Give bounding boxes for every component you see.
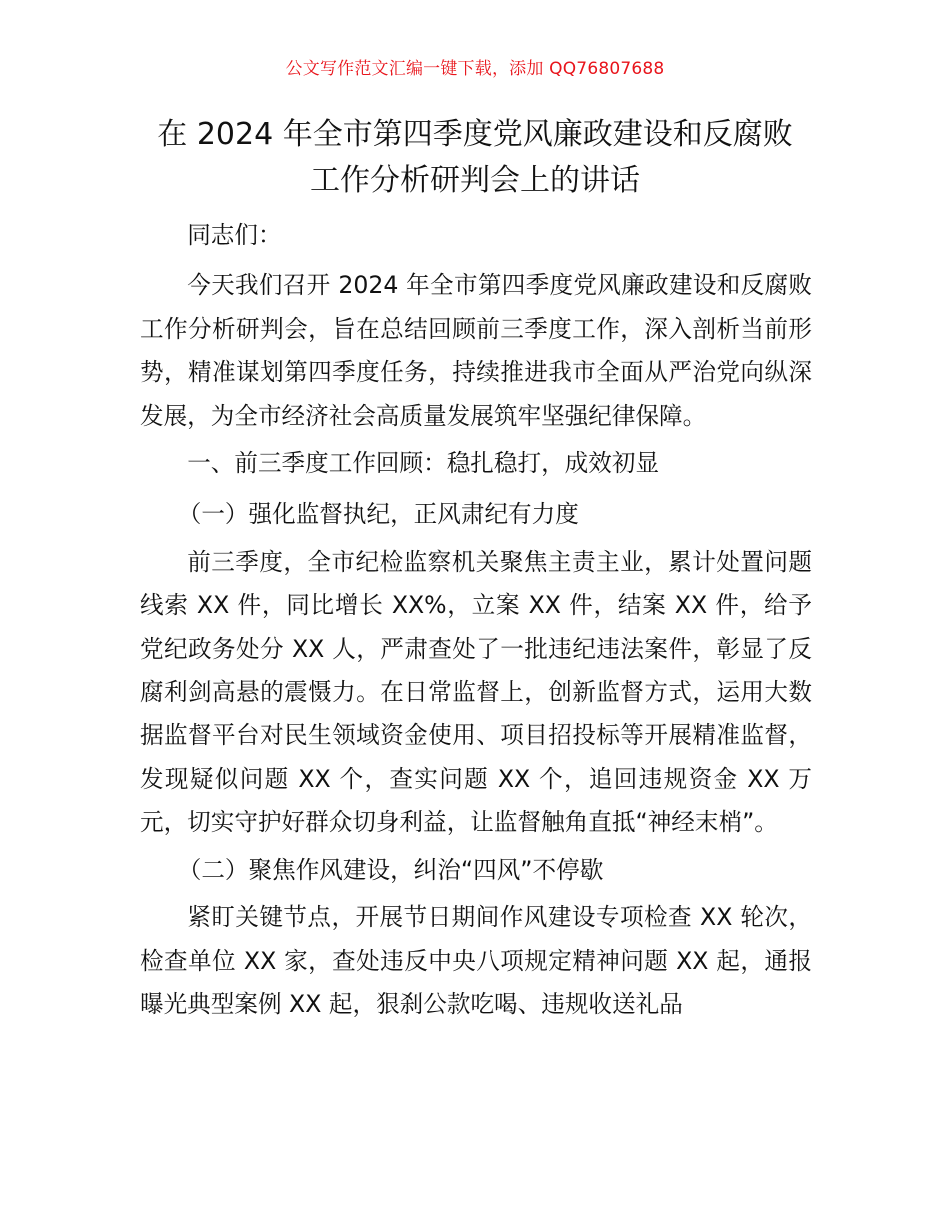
subsection-1-paragraph: 前三季度，全市纪检监察机关聚焦主责主业，累计处置问题线索 XX 件，同比增长 XX%，立案 XX 件，结案 XX 件，给予党纪政务处分 XX 人，严肃查处了一批违纪违法案件，彰显了反腐利剑高悬的震慑力。在日常监督上，创新监督方式，运用大数据监督平台对民生领域资金使用、项目招投标等开展精准监督，发现疑似问题 XX 个，查实问题 XX 个，追回违规资金 XX 万元，切实守护好群众切身利益，让监督触角直抵“神经末梢”。 — [140, 547, 812, 837]
section-1-heading: 一、前三季度工作回顾：稳扎稳打，成效初显 — [187, 449, 660, 478]
greeting: 同志们： — [187, 221, 282, 249]
download-banner — [0, 56, 950, 82]
intro-paragraph: 今天我们召开 2024 年全市第四季度党风廉政建设和反腐败工作分析研判会，旨在总结回顾前三季度工作，深入剖析当前形势，精准谋划第四季度任务，持续推进我市全面从严治党向纵深发展，为全市经济社会高质量发展筑牢坚强纪律保障。 — [140, 271, 812, 430]
banner-text: 公文写作范文汇编一键下载，添加 QQ76807688 — [285, 59, 665, 79]
subsection-2-heading: （二）聚焦作风建设，纠治“四风”不停歇 — [177, 855, 604, 884]
document-body — [140, 214, 812, 1026]
subsection-2-paragraph: 紧盯关键节点，开展节日期间作风建设专项检查 XX 轮次，检查单位 XX 家，查处违反中央八项规定精神问题 XX 起，通报曝光典型案例 XX 起，狠刹公款吃喝、违规收送礼品 — [140, 903, 812, 1018]
document-title — [130, 112, 820, 204]
subsection-1-heading: （一）强化监督执纪，正风肃纪有力度 — [177, 500, 579, 529]
title-line-2: 工作分析研判会上的讲话 — [310, 163, 640, 198]
title-line-1: 在 2024 年全市第四季度党风廉政建设和反腐败 — [157, 117, 793, 152]
